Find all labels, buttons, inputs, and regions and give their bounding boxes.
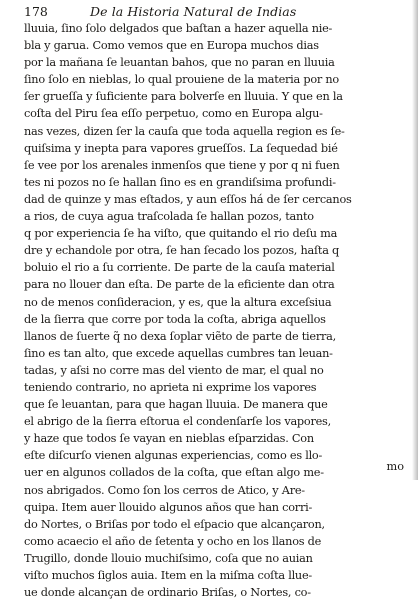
text-line: teniendo contrario, no aprieta ni exprime los vapores (24, 380, 317, 394)
text-line: de la ſierra que corre por toda la coſta, abriga aquellos (24, 312, 326, 326)
text-line: el abrigo de la ſierra eſtorua el condenſarſe los vapores, (24, 415, 331, 429)
text-line: nas vezes, dizen ſer la cauſa que toda aquella region es ſe- (24, 124, 345, 138)
text-line: que ſe leuantan, para que hagan lluuia. De manera que (24, 398, 328, 412)
text-line: lluuia, ſino ſolo delgados que baſtan a hazer aquella nie- (24, 22, 333, 35)
page-edge-shadow (412, 0, 418, 480)
text-line: por la mañana ſe leuantan bahos, que no paran en lluuia (24, 56, 335, 70)
text-line: a rios, de cuya agua traſcolada ſe hallan pozos, tanto (24, 210, 314, 224)
text-line: viſto muchos ſiglos auia. Item en la miſma coſta llue- (24, 569, 312, 582)
text-line: ſer grueſſa y ſuficiente para bolverſe en lluuia. Y que en la (24, 90, 343, 104)
text-line: para no llouer dan eſta. De parte de la eficiente dan otra (24, 278, 335, 292)
text-line: q por experiencia ſe ha viſto, que quitando el rio deſu ma (24, 227, 338, 241)
text-line: no de menos conſideracion, y es, que la altura exceſsiua (24, 295, 332, 309)
text-line: do Nortes, o Briſas por todo el eſpacio que alcançaron, (24, 517, 325, 531)
text-line: tadas, y aſsi no corre mas del viento de mar, el qual no (24, 363, 324, 377)
text-line: y haze que todos ſe vayan en nieblas eſparzidas. Con (24, 432, 314, 446)
text-line: quiſsima y inepta para vapores grueſſos. La ſequedad bié (24, 141, 338, 155)
text-line: eſte diſcurſo vienen algunas experiencias, como es llo- (24, 449, 323, 463)
running-title: De la Historia Natural de Indias (90, 4, 297, 19)
text-line: tes ni pozos no ſe hallan ſino es en grandiſsima profundi- (24, 175, 336, 189)
text-line: bla y garua. Como vemos que en Europa muchos dias (24, 39, 319, 53)
text-line: uer en algunos collados de la coſta, que eſtan algo me- (24, 466, 324, 480)
text-line: nos abrigados. Como ſon los cerros de Atico, y Are- (24, 483, 305, 497)
text-line: boluio el rio a ſu corriente. De parte de la cauſa material (24, 261, 335, 275)
text-line: coſta del Piru ſea eſſo perpetuo, como en Europa algu- (24, 107, 323, 121)
text-line: ſe vee por los arenales inmenſos que tiene y por q ni fuen (24, 158, 340, 172)
text-line: dre y echandole por otra, ſe han ſecado los pozos, haſta q (24, 244, 340, 258)
text-line: llanos de ſuerte q̃ no dexa ſoplar viẽto de parte de tierra, (24, 329, 336, 343)
body-text (24, 20, 408, 601)
text-line: ſino es tan alto, que excede aquellas cumbres tan leuan- (24, 346, 333, 360)
text-line: ſino ſolo en nieblas, lo qual prouiene de la materia por no (24, 73, 339, 87)
text-line: ue donde alcançan de ordinario Briſas, o Nortes, co- (24, 586, 311, 600)
text-line: quipa. Item auer llouido algunos años que han corri- (24, 500, 313, 514)
catchword: mo (386, 460, 404, 473)
text-line: Trugillo, donde llouio muchiſsimo, coſa que no auian (24, 551, 313, 565)
page-header (24, 2, 404, 22)
page-number: 178 (24, 4, 48, 19)
text-line: como acaecio el año de ſetenta y ocho en los llanos de (24, 534, 322, 548)
text-line: dad de quinze y mas eſtados, y aun eſſos há de ſer cercanos (24, 192, 352, 206)
